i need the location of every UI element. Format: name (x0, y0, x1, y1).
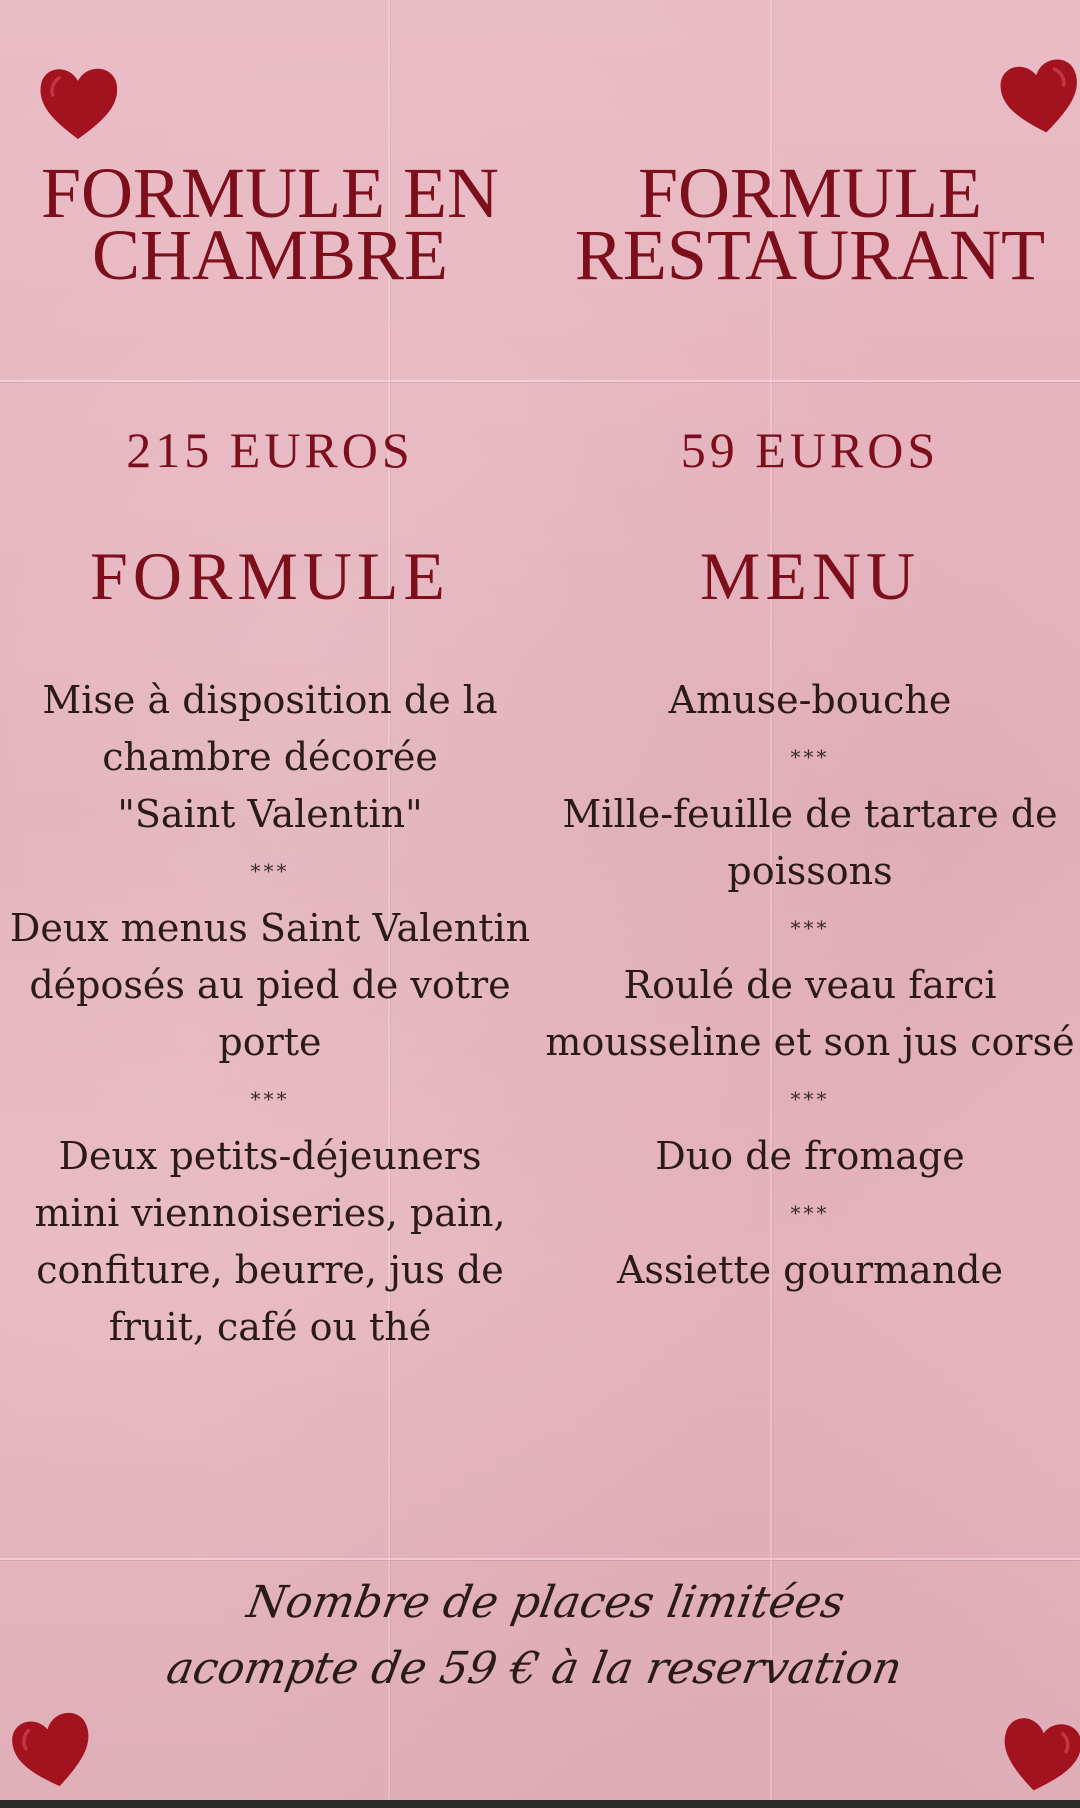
restaurant-items (540, 672, 1080, 1299)
footer-line: acompte de 59 € à la reservation (162, 1643, 906, 1694)
item-line: confiture, beurre, jus de (36, 1248, 504, 1292)
chambre-items (0, 672, 540, 1356)
item-line: Deux menus Saint Valentin (9, 906, 531, 950)
heart-icon (989, 45, 1080, 147)
separator: *** (250, 1087, 290, 1111)
item-line: Deux petits-déjeuners (58, 1134, 482, 1178)
chambre-subhead: FORMULE (90, 538, 450, 614)
item-line: Duo de fromage (655, 1134, 965, 1178)
restaurant-subhead: MENU (699, 538, 921, 614)
item-line: poissons (727, 849, 893, 893)
chambre-title (0, 153, 540, 295)
item-line: mousseline et son jus corsé (545, 1020, 1075, 1064)
title-line: FORMULE (637, 153, 983, 233)
heart-icon (989, 1703, 1080, 1805)
heart-icon (0, 1698, 104, 1802)
separator: *** (790, 916, 830, 940)
item-line: porte (218, 1020, 322, 1064)
title-line: RESTAURANT (574, 215, 1046, 295)
item-line: Amuse-bouche (668, 678, 952, 722)
item-line: déposés au pied de votre (29, 963, 511, 1007)
bottom-bar (0, 1800, 1080, 1808)
item-line: Assiette gourmande (616, 1248, 1003, 1292)
item-line: fruit, café ou thé (108, 1305, 432, 1349)
title-line: CHAMBRE (91, 215, 449, 295)
heart-icon (34, 58, 122, 146)
restaurant-price: 59 EUROS (680, 422, 940, 478)
paper-fold (0, 380, 1080, 382)
footer-note (0, 1570, 1080, 1702)
item-line: mini viennoiseries, pain, (34, 1191, 506, 1235)
separator: *** (790, 745, 830, 769)
title-line: FORMULE EN (40, 153, 499, 233)
item-line: "Saint Valentin" (117, 792, 423, 836)
item-line: Roulé de veau farci (623, 963, 997, 1007)
paper-fold (0, 1558, 1080, 1560)
item-line: chambre décorée (102, 735, 438, 779)
footer-line: Nombre de places limitées (243, 1577, 849, 1628)
item-line: Mise à disposition de la (42, 678, 498, 722)
chambre-price: 215 EUROS (126, 422, 414, 478)
item-line: Mille-feuille de tartare de (562, 792, 1058, 836)
separator: *** (790, 1201, 830, 1225)
restaurant-title (540, 153, 1080, 295)
separator: *** (790, 1087, 830, 1111)
separator: *** (250, 859, 290, 883)
